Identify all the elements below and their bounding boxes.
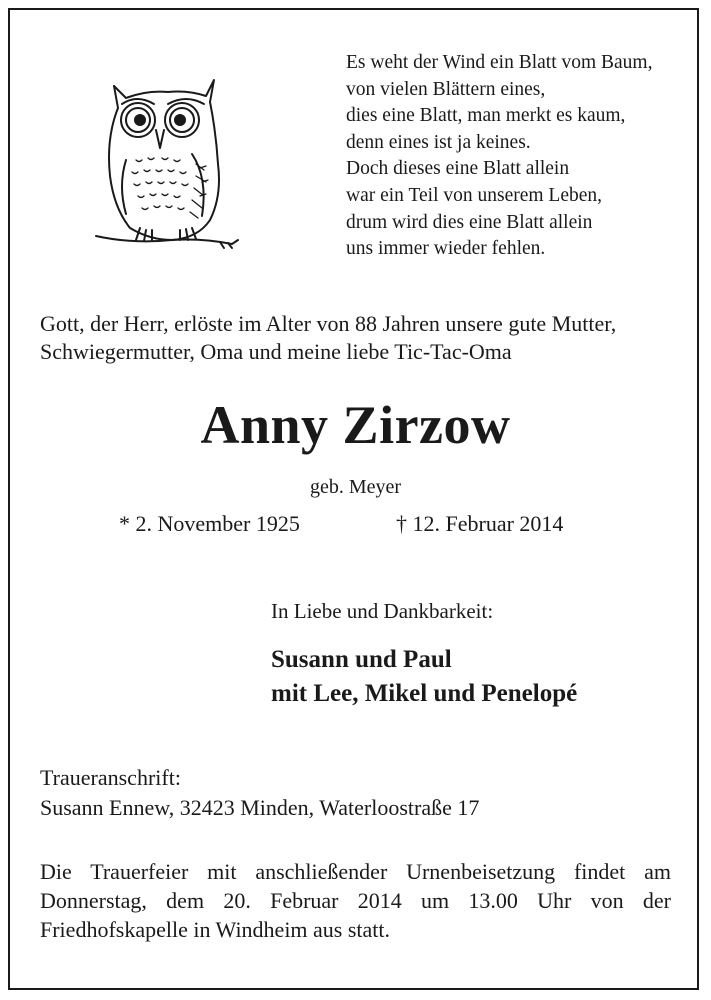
death-date: † 12. Februar 2014 [396, 511, 564, 536]
service-line: Die Trauerfeier mit anschließender Urnenbeisetzung findet am [40, 859, 671, 884]
intro-line: Schwiegermutter, Oma und meine liebe Tic-Tac-Oma [40, 339, 512, 364]
poem-line: dies eine Blatt, man merkt es kaum, [346, 105, 626, 127]
poem-line: drum wird dies eine Blatt allein [346, 211, 593, 233]
service-line: Donnerstag, dem 20. Februar 2014 um 13.00 Uhr von der [40, 888, 671, 913]
mourning-address [40, 763, 479, 823]
mourners-line: Susann und Paul [271, 646, 452, 673]
mourners-line: mit Lee, Mikel und Penelopé [271, 680, 578, 707]
address-value: Susann Ennew, 32423 Minden, Waterloostraße 17 [40, 795, 480, 820]
owl-illustration [92, 68, 242, 250]
mourners-intro: In Liebe und Dankbarkeit: [271, 599, 494, 623]
poem-line: Es weht der Wind ein Blatt vom Baum, [346, 52, 653, 73]
deceased-name: Anny Zirzow [200, 395, 511, 455]
poem-line: war ein Teil von unserem Leben, [346, 184, 603, 206]
birth-date: * 2. November 1925 [119, 511, 300, 536]
poem-line: denn eines ist ja keines. [346, 131, 531, 153]
address-label: Traueranschrift: [40, 765, 181, 790]
poem-line: Doch dieses eine Blatt allein [346, 158, 570, 180]
intro-line: Gott, der Herr, erlöste im Alter von 88 Jahren unsere gute Mutter, [40, 311, 617, 336]
poem-line: uns immer wieder fehlen. [346, 238, 546, 260]
poem [346, 50, 686, 263]
announcement-intro [40, 310, 680, 366]
mourners-names [271, 643, 577, 711]
funeral-service-info [40, 857, 671, 944]
service-line: Friedhofskapelle in Windheim aus statt. [40, 917, 391, 942]
maiden-name: geb. Meyer [309, 476, 402, 498]
poem-line: von vielen Blättern eines, [346, 78, 546, 100]
